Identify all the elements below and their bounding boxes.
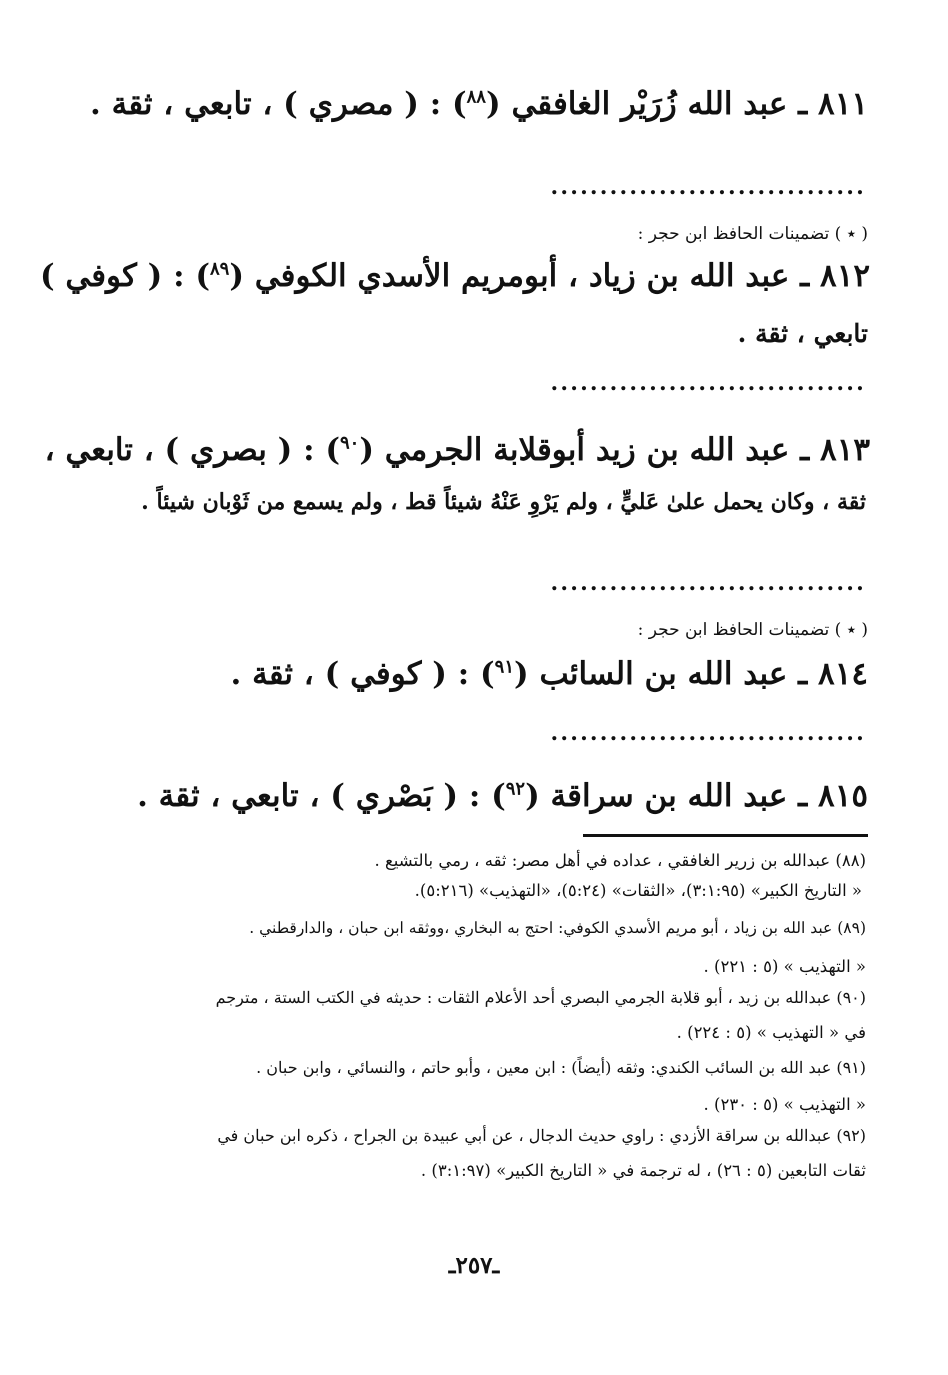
footnote-ref: ($^{٨٨}$) [451,86,501,122]
separator-dots: ................................ [550,720,866,746]
entry-dash: ـ [800,432,810,468]
entry-number: ٨١١ [818,86,868,122]
narrator-name: عبد الله بن سراقة [550,778,788,814]
source-note: ( ٭ ) تضمينات الحافظ ابن حجر : [637,620,868,640]
entry-dash: ـ [798,656,808,692]
entry-dash: ـ [800,258,810,294]
entry-815 [137,778,868,815]
footnote-88: (٨٨) عبدالله بن زرير الغافقي ، عداده في أهل مصر: ثقه ، رمي بالتشيع . [374,851,866,870]
footnote-ref-number: ٨٨ [466,86,486,108]
entry-description: : ( بَصْري ) ، تابعي ، ثقة . [137,778,481,814]
entry-dash: ـ [798,778,808,814]
footnote-92: (٩٢) عبدالله بن سراقة الأزدي : راوي حديث الدجال ، عن أبي عبيدة بن الجراح ، ذكره ابن حبان في [217,1126,866,1145]
entry-description: : ( مصري ) ، تابعي ، ثقة . [89,86,442,122]
footnote-ref: ($^{٩٠}$) [325,432,374,468]
footnote-ref-number: ٩٢ [505,778,526,800]
footnote-89-continuation: « التهذيب » (٥ : ٢٢١) . [703,957,866,976]
footnote-91: (٩١) عبد الله بن السائب الكندي: وثقه (أيضاً) : ابن معين ، وأبو حاتم ، والنسائي ، وابن حبان . [256,1058,866,1077]
footnote-ref: ($^{٩١}$) [480,656,529,692]
entry-812 [40,258,870,295]
entry-number: ٨١٢ [820,258,870,294]
footnote-ref-number: ٨٩ [210,258,230,280]
footnote-ref-number: ٩١ [494,656,514,678]
separator-dots: ................................ [550,174,866,200]
entry-description: : ( كوفي ) ، ثقة . [230,656,470,692]
narrator-name: عبد الله بن زياد ، أبومريم الأسدي الكوفي [254,258,790,294]
narrator-name: عبد الله بن زيد أبوقلابة الجرمي [384,432,790,468]
entry-813-continuation: ثقة ، وكان يحمل علىٰ عَليٍّ ، ولم يَرْوِ عَنْهُ شيئاً قط ، ولم يسمع من ثَوْبان شيئاً . [141,489,866,515]
page-number: ـ٢٥٧ـ [448,1252,500,1279]
footnote-88-continuation: « التاريخ الكبير» (٣:١:٩٥)، «الثقات» (٥:٢٤)، «التهذيب» (٥:٢١٦). [414,881,862,900]
entry-811 [90,86,868,123]
footnote-91-continuation: « التهذيب » (٥ : ٢٣٠) . [703,1095,866,1114]
separator-dots: ................................ [550,570,866,596]
entry-description: : ( بصري ) ، تابعي ، [44,432,315,468]
entry-812-continuation: تابعي ، ثقة . [737,319,868,348]
entry-813 [45,432,870,469]
separator-dots: ................................ [550,370,866,396]
narrator-name: عبد الله بن السائب [539,656,788,692]
entry-814 [231,656,869,693]
footnote-rule [583,834,868,837]
entry-number: ٨١٤ [818,656,868,692]
entry-number: ٨١٣ [820,432,870,468]
footnote-89: (٨٩) عبد الله بن زياد ، أبو مريم الأسدي الكوفي: احتج به البخاري ،ووثقه ابن حبان ، والدارقطني . [249,919,866,937]
entry-number: ٨١٥ [818,778,868,814]
footnote-ref: ($^{٨٩}$) [195,258,244,294]
footnote-ref-number: ٩٠ [340,432,360,454]
footnote-90-continuation: في « التهذيب » (٥ : ٢٢٤) . [676,1023,866,1042]
footnote-90: (٩٠) عبدالله بن زيد ، أبو قلابة الجرمي البصري أحد الأعلام الثقات : حديثه في الكتب الستة ، مترجم [215,988,866,1007]
entry-description: : ( كوفي ) [39,258,185,294]
footnote-ref: ($^{٩٢}$) [491,778,540,814]
entry-dash: ـ [798,86,808,122]
footnote-92-continuation: ثقات التابعين (٥ : ٢٦) ، له ترجمة في « التاريخ الكبير» (٣:١:٩٧) . [420,1161,866,1180]
source-note: ( ٭ ) تضمينات الحافظ ابن حجر : [637,224,868,244]
narrator-name: عبد الله زُرَيْر الغافقي [511,86,788,122]
